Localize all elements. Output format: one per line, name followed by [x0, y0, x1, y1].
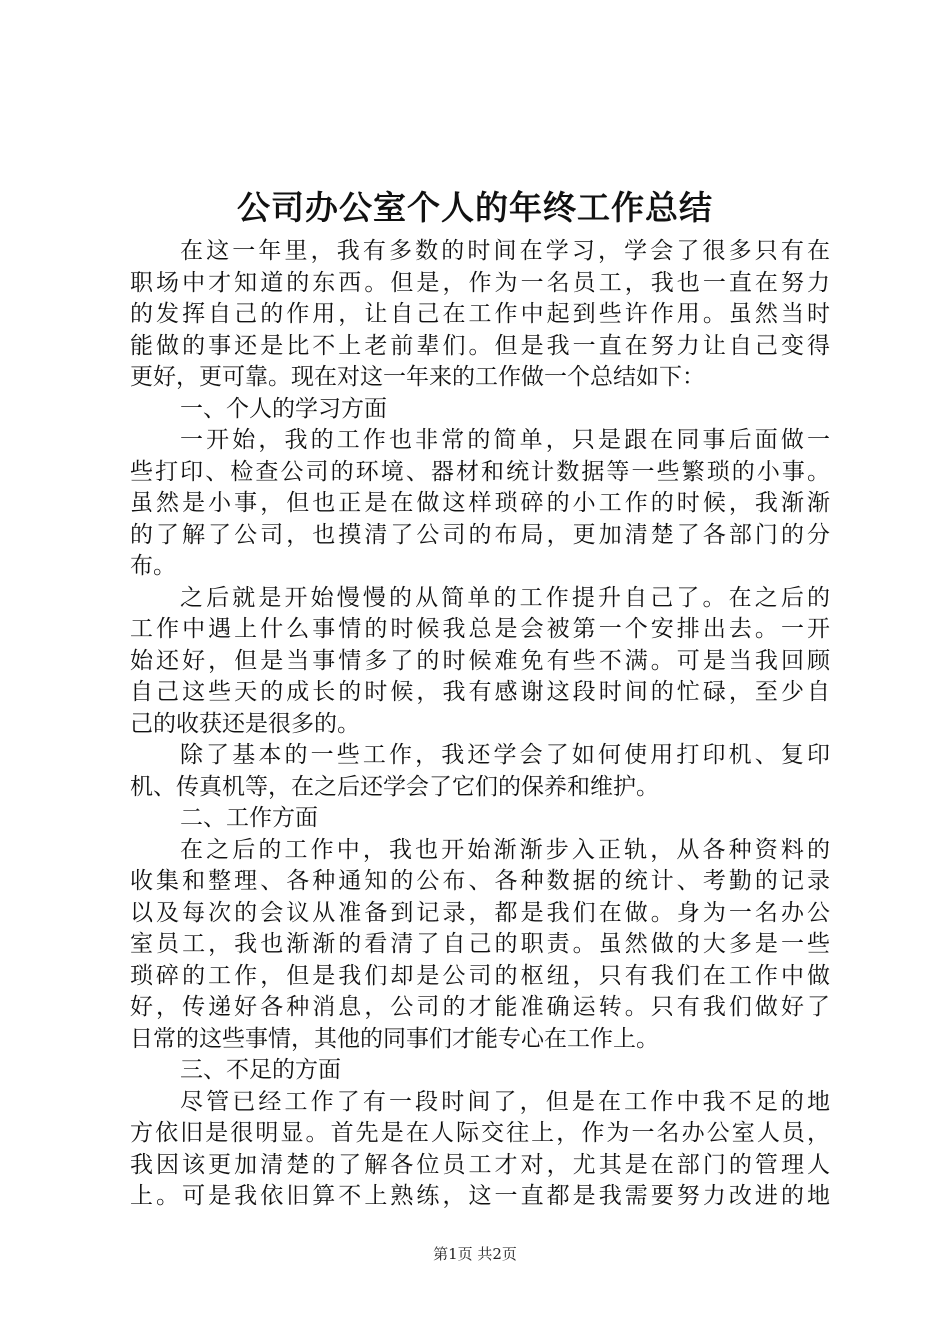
body-line: 布。 — [130, 553, 176, 579]
body-line: 我因该更加清楚的了解各位员工才对，尤其是在部门的管理人 — [130, 1151, 830, 1178]
body-line: 以及每次的会议从准备到记录，都是我们在做。身为一名办公 — [130, 899, 830, 926]
body-line: 能做的事还是比不上老前辈们。但是我一直在努力让自己变得 — [130, 332, 830, 359]
body-line: 自己这些天的成长的时候，我有感谢这段时间的忙碌，至少自 — [130, 679, 830, 705]
body-line: 收集和整理、各种通知的公布、各种数据的统计、考勤的记录 — [130, 868, 830, 894]
body-line: 一开始，我的工作也非常的简单，只是跟在同事后面做一 — [180, 427, 830, 453]
body-line: 己的收获还是很多的。 — [130, 710, 360, 737]
body-line: 在这一年里，我有多数的时间在学习，学会了很多只有在 — [180, 238, 830, 264]
document-body — [130, 236, 830, 1213]
body-line: 上。可是我依旧算不上熟练，这一直都是我需要努力改进的地 — [130, 1183, 830, 1209]
body-line: 工作中遇上什么事情的时候我总是会被第一个安排出去。一开 — [130, 616, 830, 642]
body-line: 好，传递好各种消息，公司的才能准确运转。只有我们做好了 — [130, 994, 830, 1020]
body-line: 二、工作方面 — [180, 805, 318, 831]
body-line: 室员工，我也渐渐的看清了自己的职责。虽然做的大多是一些 — [130, 931, 830, 957]
body-line: 些打印、检查公司的环境、器材和统计数据等一些繁琐的小事。 — [130, 458, 830, 485]
body-line: 的发挥自己的作用，让自己在工作中起到些许作用。虽然当时 — [130, 301, 830, 327]
body-line: 始还好，但是当事情多了的时候难免有些不满。可是当我回顾 — [130, 647, 830, 674]
body-line: 机、传真机等，在之后还学会了它们的保养和维护。 — [130, 773, 659, 800]
body-line: 尽管已经工作了有一段时间了，但是在工作中我不足的地 — [180, 1088, 830, 1115]
body-line: 除了基本的一些工作，我还学会了如何使用打印机、复印 — [180, 742, 830, 768]
body-line: 方依旧是很明显。首先是在人际交往上，作为一名办公室人员， — [130, 1120, 830, 1146]
document-title: 公司办公室个人的年终工作总结 — [237, 188, 713, 227]
body-line: 日常的这些事情，其他的同事们才能专心在工作上。 — [130, 1025, 659, 1052]
body-line: 虽然是小事，但也正是在做这样琐碎的小工作的时候，我渐渐 — [130, 490, 830, 516]
body-line: 一、个人的学习方面 — [180, 395, 387, 422]
body-line: 职场中才知道的东西。但是，作为一名员工，我也一直在努力 — [130, 269, 830, 296]
body-line: 更好，更可靠。现在对这一年来的工作做一个总结如下： — [130, 364, 705, 390]
body-line: 琐碎的工作，但是我们却是公司的枢纽，只有我们在工作中做 — [130, 962, 830, 989]
body-line: 的了解了公司，也摸清了公司的布局，更加清楚了各部门的分 — [130, 521, 830, 548]
body-line: 在之后的工作中，我也开始渐渐步入正轨，从各种资料的 — [180, 836, 830, 863]
body-line: 三、不足的方面 — [180, 1057, 341, 1083]
page-footer: 第1页 共2页 — [433, 1245, 517, 1263]
body-line: 之后就是开始慢慢的从简单的工作提升自己了。在之后的 — [180, 584, 830, 611]
